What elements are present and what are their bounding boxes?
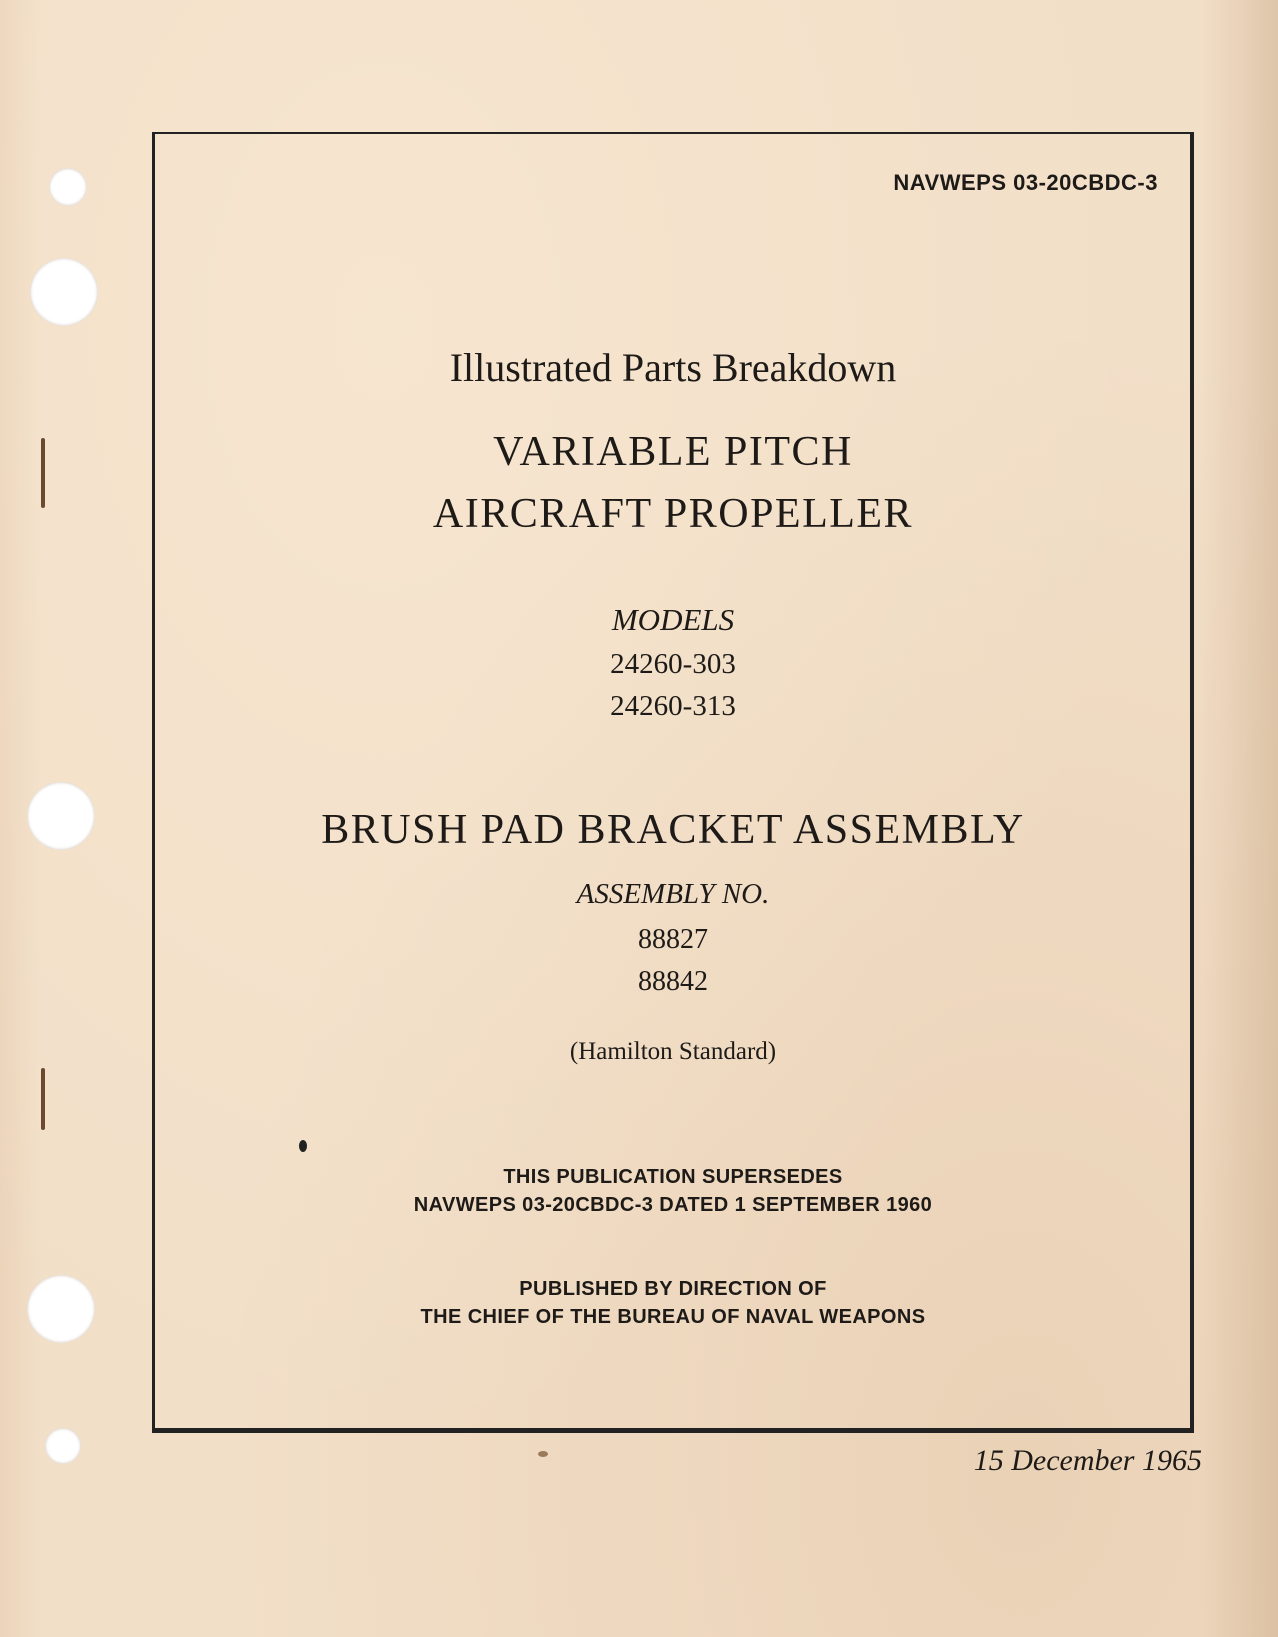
binder-hole xyxy=(27,782,95,850)
binding-mark xyxy=(41,1068,45,1130)
binder-hole xyxy=(49,168,87,206)
supersedes-notice-line-1: THIS PUBLICATION SUPERSEDES xyxy=(503,1166,843,1188)
binder-hole xyxy=(45,1428,81,1464)
supersedes-notice-line-2: NAVWEPS 03-20CBDC-3 DATED 1 SEPTEMBER 1960 xyxy=(413,1194,933,1216)
publication-date: 15 December 1965 xyxy=(973,1444,1202,1477)
document-title-line-1: VARIABLE PITCH xyxy=(493,429,853,475)
cover-border xyxy=(152,132,1194,1433)
ink-spot xyxy=(538,1451,548,1457)
document-number: NAVWEPS 03-20CBDC-3 xyxy=(893,170,1158,195)
document-title-line-2: AIRCRAFT PROPELLER xyxy=(432,491,914,537)
manufacturer: (Hamilton Standard) xyxy=(569,1038,777,1065)
assembly-number: 88827 xyxy=(638,924,708,955)
assembly-number-label: ASSEMBLY NO. xyxy=(576,878,770,910)
document-subtitle: Illustrated Parts Breakdown xyxy=(449,345,897,390)
binder-hole xyxy=(30,258,98,326)
model-number: 24260-303 xyxy=(610,648,736,680)
binder-hole xyxy=(27,1275,95,1343)
publisher-line-2: THE CHIEF OF THE BUREAU OF NAVAL WEAPONS xyxy=(420,1306,926,1328)
assembly-title: BRUSH PAD BRACKET ASSEMBLY xyxy=(321,807,1025,853)
binding-mark xyxy=(41,438,45,508)
model-number: 24260-313 xyxy=(610,690,736,722)
publisher-line-1: PUBLISHED BY DIRECTION OF xyxy=(519,1278,827,1300)
models-label: MODELS xyxy=(611,602,735,637)
assembly-number: 88842 xyxy=(638,966,708,997)
